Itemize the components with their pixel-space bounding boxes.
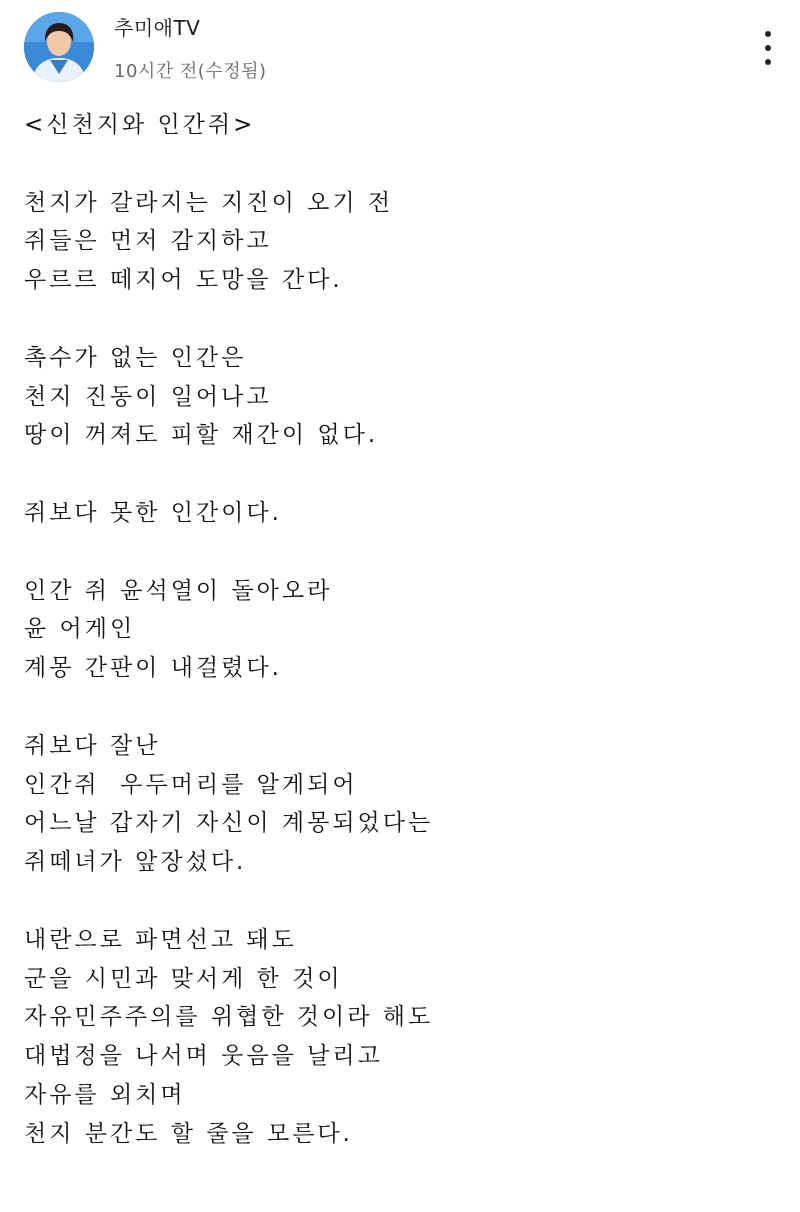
post-body	[24, 106, 764, 1154]
post-line: 우르르 떼지어 도망을 간다.	[24, 267, 343, 294]
post-line: 천지가 갈라지는 지진이 오기 전	[24, 189, 394, 216]
post-line: 군을 시민과 맞서게 한 것이	[24, 965, 343, 992]
channel-avatar[interactable]	[24, 12, 94, 82]
post-line	[24, 455, 764, 494]
post-line: 인간쥐 우두머리를 알게되어	[24, 771, 358, 798]
post-line: 쥐보다 잘난	[24, 732, 161, 759]
post-line: 천지 분간도 할 줄을 모른다.	[24, 1120, 353, 1147]
post-line	[24, 300, 764, 339]
post-line: 쥐들은 먼저 감지하고	[24, 228, 272, 255]
avatar-photo-icon	[24, 12, 94, 82]
more-options-button[interactable]	[752, 28, 784, 68]
post-line: 윤 어게인	[24, 616, 136, 643]
post-line	[24, 533, 764, 572]
post-line	[24, 882, 764, 921]
post-line: 쥐보다 못한 인간이다.	[24, 499, 282, 526]
post-timestamp: 10시간 전(수정됨)	[114, 61, 267, 82]
post-line: 계몽 간판이 내걸렸다.	[24, 655, 282, 682]
post-line: 대법정을 나서며 웃음을 날리고	[24, 1043, 383, 1070]
post-line: 인간 쥐 윤석열이 돌아오라	[24, 577, 333, 604]
post-line: 어느날 갑자기 자신이 계몽되었다는	[24, 810, 434, 837]
channel-name[interactable]: 추미애TV	[114, 16, 201, 40]
post-line: 자유를 외치며	[24, 1081, 186, 1108]
post-title: <신천지와 인간쥐>	[24, 112, 256, 138]
post-line: 땅이 꺼져도 피할 재간이 없다.	[24, 422, 379, 449]
post-line: 촉수가 없는 인간은	[24, 344, 247, 371]
post-line: 천지 진동이 일어나고	[24, 383, 272, 410]
post-line	[24, 145, 764, 184]
post-line	[24, 688, 764, 727]
post-header	[0, 0, 800, 100]
post-line: 쥐떼녀가 앞장섰다.	[24, 849, 247, 876]
post-line: 내란으로 파면선고 돼도	[24, 926, 297, 953]
post-line: 자유민주주의를 위협한 것이라 해도	[24, 1004, 434, 1031]
